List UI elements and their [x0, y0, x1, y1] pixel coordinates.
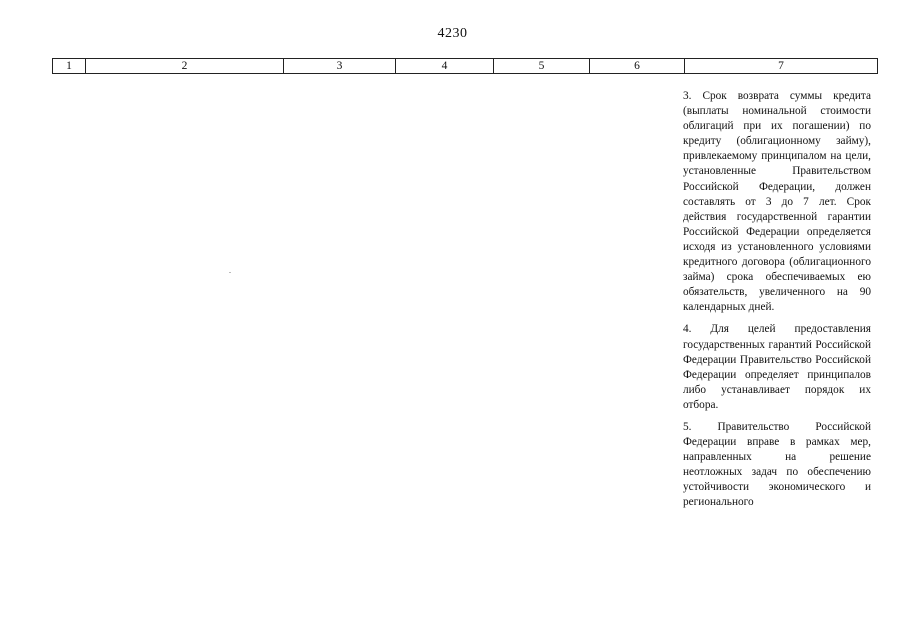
paragraph-4: 4. Для целей предоставления государственных гарантий Российской Федерации Правительство Российской Федерации определяет принципалов либо устанавливает порядок их отбора.	[683, 323, 871, 411]
column-number-1: 1	[53, 59, 86, 74]
column-number-3: 3	[284, 59, 396, 74]
column-7-text	[683, 89, 871, 518]
column-number-4: 4	[396, 59, 494, 74]
column-number-5: 5	[494, 59, 590, 74]
column-number-2: 2	[86, 59, 284, 74]
column-number-6: 6	[590, 59, 685, 74]
paragraph-5: 5. Правительство Российской Федерации вправе в рамках мер, направленных на решение неотложных задач по обеспечению устойчивости экономического и регионального	[683, 420, 871, 509]
column-number-7: 7	[685, 59, 878, 74]
paragraph-3: 3. Срок возврата суммы кредита (выплаты номинальной стоимости облигаций при их погашении) по кредиту (облигационному займу), привлекаемому принципалом на цели, установленные Правительством Российской Федерации, должен составлять от 3 до 7 лет. Срок действия государственной гарантии Российской Федерации определяется исходя из установленного условиями кредитного договора (облигационного займа) срока обеспечиваемых ею обязательств, увеличенного на 90 календарных дней.	[683, 90, 871, 314]
column-numbers-row	[52, 58, 878, 74]
page-number: 4230	[437, 26, 468, 41]
scan-speck	[229, 272, 231, 273]
